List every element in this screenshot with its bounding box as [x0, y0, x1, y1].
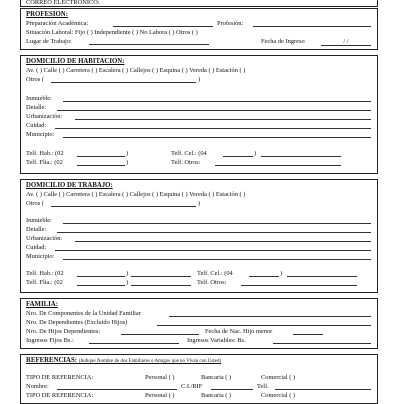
ref1-tipo-label: TIPO DE REFERENCIA: — [26, 374, 94, 381]
habitacion-cuidad-field[interactable] — [55, 128, 371, 129]
habitacion-urbanizacion-field[interactable] — [75, 119, 371, 120]
familia-title: FAMILIA: — [26, 301, 58, 308]
ref1-bancaria-option[interactable]: Bancaria ( ) — [201, 374, 232, 381]
habitacion-cuidad-label: Cuidad: — [26, 122, 47, 129]
situacion-label: Situación Laboral: Fijo ( ) Independiente ( ) No Labora ( ) Otros ( ) — [26, 29, 198, 36]
trabajo-telf-flia-field[interactable] — [77, 285, 125, 286]
familia-ingresos-fijos-label: Ingresos Fijos Bs.: — [26, 337, 74, 344]
familia-dependientes-field[interactable] — [157, 325, 371, 326]
profesion-title: PROFESION: — [26, 11, 68, 18]
trabajo-telf-hab-number[interactable] — [131, 276, 191, 277]
trabajo-telf-otros-field[interactable] — [241, 285, 357, 286]
trabajo-detalle-field[interactable] — [57, 232, 371, 233]
familia-componentes-field[interactable] — [169, 316, 371, 317]
habitacion-telf-cel-label: Telf. Cel.: (04 — [171, 150, 207, 157]
lugar-field[interactable] — [89, 44, 209, 45]
familia-ingresos-variables-field[interactable] — [273, 343, 371, 344]
habitacion-telf-cel-field[interactable] — [223, 156, 253, 157]
ref1-personal-option[interactable]: Personal ( ) — [145, 374, 175, 381]
trabajo-telf-flia-number[interactable] — [131, 285, 191, 286]
trabajo-section — [20, 179, 378, 293]
habitacion-telf-hab-label: Telf. Hab.: (02 — [26, 150, 64, 157]
trabajo-urbanizacion-label: Urbanización: — [26, 235, 63, 242]
familia-fecha-hijo-label: Fecha de Nac. Hijo menor — [205, 328, 273, 335]
habitacion-telf-flia-field[interactable] — [77, 165, 125, 166]
profesion-field[interactable] — [253, 26, 371, 27]
habitacion-inmueble-label: Inmueble: — [26, 95, 52, 102]
referencias-title-text: REFERENCIAS: — [26, 357, 77, 364]
familia-section — [20, 298, 378, 349]
habitacion-tipos[interactable]: Av. ( ) Calle ( ) Carretera ( ) Escalera ( ) Callejos ( ) Esquina ( ) Vereda ( ) Estación ( ) — [26, 67, 246, 74]
trabajo-telf-flia-close: ) — [126, 279, 129, 286]
habitacion-telf-cel-close: ) — [254, 150, 257, 157]
ref2-comercial-option[interactable]: Comercial ( ) — [261, 392, 296, 399]
trabajo-telf-hab-field[interactable] — [77, 276, 125, 277]
ref1-ci-label: C.I./RIF — [181, 383, 203, 390]
habitacion-telf-hab-close: ) — [126, 150, 129, 157]
habitacion-telf-otros-label: Telf. Otros: — [171, 159, 201, 166]
ref1-comercial-option[interactable]: Comercial ( ) — [261, 374, 296, 381]
preparacion-field[interactable] — [113, 26, 213, 27]
habitacion-telf-hab-field[interactable] — [77, 156, 125, 157]
trabajo-otros-close: ) — [198, 200, 201, 207]
profesion-section — [20, 8, 378, 50]
trabajo-inmueble-label: Inmueble: — [26, 217, 52, 224]
ref1-telf-field[interactable] — [275, 389, 371, 390]
ref2-bancaria-option[interactable]: Bancaria ( ) — [201, 392, 232, 399]
habitacion-otros-field[interactable] — [51, 82, 196, 83]
familia-ingresos-fijos-field[interactable] — [89, 343, 179, 344]
referencias-title — [26, 358, 221, 365]
ref1-nombre-field[interactable] — [57, 389, 177, 390]
referencias-note: (Indique Nombre de dos Familiares o Amigos que no Vivan con Usted) — [78, 359, 222, 364]
preparacion-label: Preparación Académica: — [26, 20, 89, 27]
correo-label: CORREO ELECTRONICO: — [26, 0, 100, 6]
trabajo-telf-hab-label: Telf. Hab.: (02 — [26, 270, 64, 277]
trabajo-otros-label: Otros ( — [26, 200, 44, 207]
lugar-label: Lugar de Trabajo: — [26, 38, 72, 45]
fecha-ingreso-label: Fecha de Ingreso — [261, 38, 305, 45]
trabajo-telf-cel-label: Telf. Cel.: (04 — [197, 270, 233, 277]
habitacion-telf-flia-label: Telf. Flia.: (02 — [26, 159, 63, 166]
trabajo-telf-otros-label: Telf. Otros: — [197, 279, 227, 286]
ref1-ci-field[interactable] — [211, 389, 253, 390]
ref2-tipo-label: TIPO DE REFERENCIA: — [26, 392, 94, 399]
familia-dependientes-label: Nro. De Dependientes (Excluido Hijos) — [26, 319, 128, 326]
trabajo-telf-hab-close: ) — [126, 270, 129, 277]
habitacion-inmueble-field[interactable] — [63, 101, 371, 102]
correo-section — [20, 0, 378, 7]
familia-hijos-label: Nro. De Hijos Dependientes: — [26, 328, 101, 335]
trabajo-inmueble-field[interactable] — [63, 223, 371, 224]
habitacion-detalle-label: Detalle: — [26, 104, 47, 111]
habitacion-municipio-label: Municipio: — [26, 131, 55, 138]
habitacion-municipio-field[interactable] — [63, 137, 371, 138]
trabajo-municipio-label: Municipio: — [26, 253, 55, 260]
fecha-ingreso-field[interactable]: / / — [321, 39, 371, 46]
familia-hijos-field[interactable] — [121, 334, 199, 335]
familia-componentes-label: Nro. De Componentes de la Unidad Familiar — [26, 310, 141, 317]
trabajo-telf-cel-close: ) — [280, 270, 283, 277]
habitacion-telf-otros-field[interactable] — [215, 165, 341, 166]
ref1-telf-label: Telf. — [257, 383, 269, 390]
habitacion-detalle-field[interactable] — [57, 110, 371, 111]
trabajo-urbanizacion-field[interactable] — [75, 241, 371, 242]
habitacion-telf-flia-close: ) — [126, 159, 129, 166]
trabajo-tipos[interactable]: Av. ( ) Calle ( ) Carretera ( ) Escalera ( ) Callejos ( ) Esquina ( ) Vereda ( ) Estación ( ) — [26, 191, 246, 198]
ref2-personal-option[interactable]: Personal ( ) — [145, 392, 175, 399]
trabajo-cuidad-field[interactable] — [55, 250, 371, 251]
trabajo-telf-flia-label: Telf. Flia.: (02 — [26, 279, 63, 286]
trabajo-detalle-label: Detalle: — [26, 226, 47, 233]
habitacion-telf-cel-number[interactable] — [261, 156, 341, 157]
habitacion-section — [20, 55, 378, 174]
habitacion-urbanizacion-label: Urbanización: — [26, 113, 63, 120]
habitacion-otros-label: Otros ( — [26, 76, 44, 83]
familia-fecha-hijo-field[interactable] — [293, 334, 323, 335]
familia-ingresos-variables-label: Ingresos Variables: Bs. — [187, 337, 246, 344]
habitacion-title: DOMICILIO DE HABITACION: — [26, 58, 125, 65]
trabajo-municipio-field[interactable] — [63, 259, 371, 260]
profesion-label: Profesión: — [217, 20, 244, 27]
referencias-section — [20, 354, 378, 404]
trabajo-telf-cel-field[interactable] — [249, 276, 279, 277]
trabajo-cuidad-label: Cuidad: — [26, 244, 47, 251]
trabajo-telf-cel-number[interactable] — [287, 276, 357, 277]
habitacion-otros-close: ) — [198, 76, 201, 83]
trabajo-otros-field[interactable] — [51, 206, 196, 207]
trabajo-title: DOMICILIO DE TRABAJO: — [26, 182, 113, 189]
ref1-nombre-label: Nombre: — [26, 383, 49, 390]
